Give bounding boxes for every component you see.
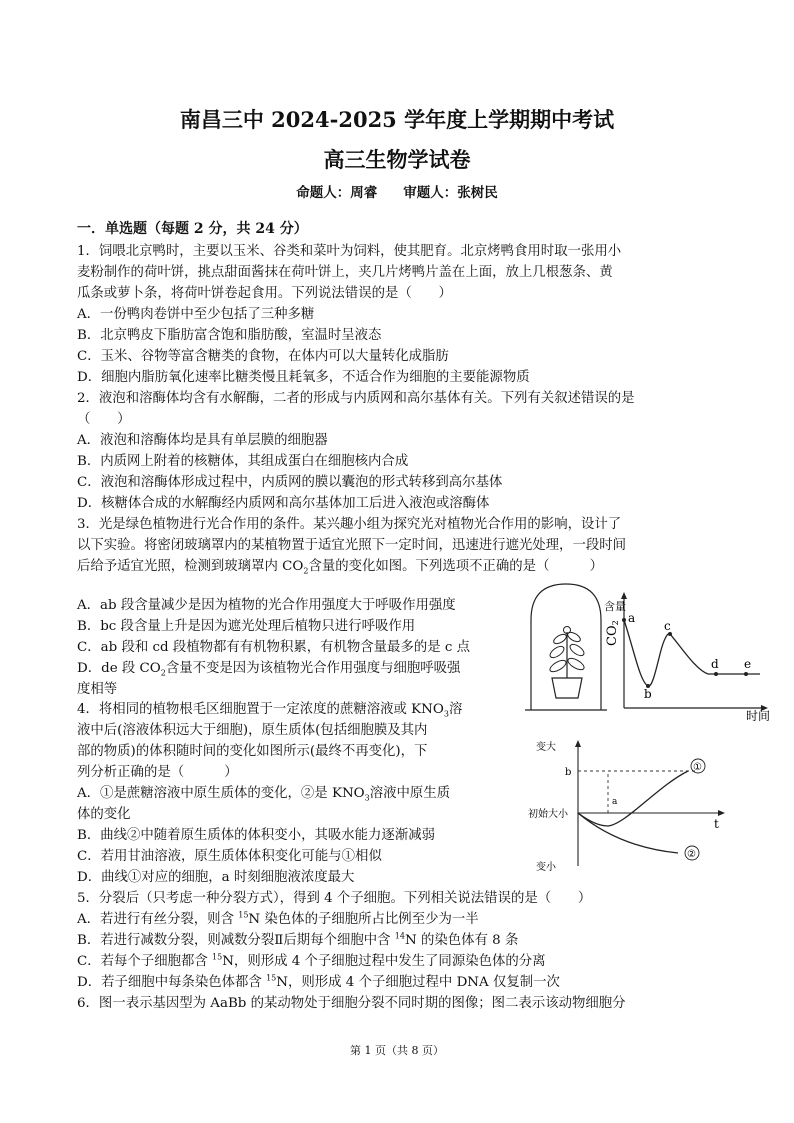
point-d — [714, 672, 718, 676]
q2-stem-line: （ ） — [77, 412, 131, 427]
point-e — [744, 672, 748, 676]
q4-option-a-cont: 体的变化 — [77, 807, 131, 822]
q1-option-c: C．玉米、谷物等富含糖类的食物，在体内可以大量转化成脂肪 — [77, 349, 449, 364]
bell-jar-figure — [525, 580, 607, 712]
curve-1 — [578, 771, 688, 826]
q1-stem-line: 瓜条或萝卜条，将荷叶饼卷起食用。下列说法错误的是（ ） — [77, 286, 452, 301]
q1-option-a: A．一份鸭肉卷饼中至少包括了三种多糖 — [77, 307, 315, 322]
exam-title: 南昌三中 2024-2025 学年度上学期期中考试 — [179, 107, 615, 132]
exam-authors — [0, 181, 794, 201]
point-a — [622, 618, 626, 622]
label-b: b — [644, 687, 652, 701]
q5-option-b: B．若进行减数分裂，则减数分裂Ⅱ后期每个细胞中含 $^{14}$N 的染色体有 8 条 — [77, 931, 519, 948]
curve-2-label: ② — [687, 849, 696, 860]
q3-option-d-cont: 度相等 — [77, 682, 118, 697]
y-arrow — [621, 592, 627, 599]
leaf — [566, 630, 582, 643]
q1-stem-line: 1．饲喂北京鸭时，主要以玉米、谷类和菜叶为饲料，使其肥育。北京烤鸭食用时取一张用小 — [77, 244, 622, 259]
q4-stem-line: 部的物质)的体积随时间的变化如图所示(最终不再变化)，下 — [77, 744, 428, 759]
curve-1-label: ① — [693, 762, 702, 773]
q3-stem-line: 3．光是绿色植物进行光合作用的条件。某兴趣小组为探究光对植物光合作用的影响，设计了 — [77, 517, 622, 532]
label-c: c — [664, 619, 671, 633]
q5-option-a: A．若进行有丝分裂，则含 $^{15}$N 染色体的子细胞所占比例至少为一半 — [77, 910, 479, 927]
author-label: 命题人：周睿 — [296, 185, 378, 201]
q4-stem-line: 4．将相同的植物根毛区细胞置于一定浓度的蔗糖溶液或 $KNO_3$溶 — [77, 702, 463, 719]
label-a: a — [612, 797, 618, 807]
q1-option-b: B．北京鸭皮下脂肪富含饱和脂肪酸，室温时呈液态 — [77, 328, 382, 343]
label-bigger: 变大 — [536, 742, 556, 753]
label-b: b — [565, 767, 572, 778]
q5-option-c: C．若每个子细胞都含 $^{15}$N，则形成 4 个子细胞过程中发生了同源染色体的分离 — [77, 952, 546, 969]
q2-option-d: D．核糖体合成的水解酶经内质网和高尔基体加工后进入液泡或溶酶体 — [77, 496, 490, 511]
bell-jar — [531, 584, 601, 710]
q1-option-d: D．细胞内脂肪氧化速率比糖类慢且耗氧多，不适合作为细胞的主要能源物质 — [77, 370, 530, 385]
reviewer-label: 审题人：张树民 — [403, 185, 498, 201]
label-d: d — [711, 657, 719, 671]
label-smaller: 变小 — [536, 862, 556, 873]
q4-option-a: A．①是蔗糖溶液中原生质体的变化，②是 $KNO_3$溶液中原生质 — [77, 786, 451, 803]
co2-curve — [624, 620, 760, 686]
x-arrow — [718, 810, 725, 816]
q2-option-b: B．内质网上附着的核糖体，其组成蛋白在细胞核内合成 — [77, 454, 409, 469]
q4-option-b: B．曲线②中随着原生质体的体积变小，其吸水能力逐渐减弱 — [77, 828, 435, 843]
q6-stem-line: 6．图一表示基因型为 AaBb 的某动物处于细胞分裂不同时期的图像；图二表示该动物细胞分 — [77, 996, 626, 1011]
q5-option-d: D．若子细胞中每条染色体都含 $^{15}$N，则形成 4 个子细胞过程中 DNA 仅复制一次 — [77, 973, 560, 990]
q2-option-a: A．液泡和溶酶体均是具有单层膜的细胞器 — [77, 433, 328, 448]
leaf — [566, 656, 586, 672]
label-a: a — [628, 611, 636, 625]
flower-pot — [552, 678, 582, 698]
q3-stem-line: 后给予适宜光照，检测到玻璃罩内 $CO_2$含量的变化如图。下列选项不正确的是（ ） — [77, 559, 604, 576]
q3-option-c: C．ab 段和 cd 段植物都有有机物积累，有机物含量最多的是 c 点 — [77, 640, 471, 655]
q3-option-d: D．de 段 $CO_2$含量不变是因为该植物光合作用强度与细胞呼吸强 — [77, 661, 461, 678]
y-label-co2: CO2 — [605, 620, 620, 646]
x-label: 时间 — [746, 709, 770, 722]
q1-stem-line: 麦粉制作的荷叶饼，挑点甜面酱抹在荷叶饼上，夹几片烤鸭片盖在上面，放上几根葱条、黄 — [77, 265, 613, 280]
leaf — [552, 632, 568, 645]
q3-option-a: A．ab 段含量减少是因为植物的光合作用强度大于呼吸作用强度 — [77, 598, 456, 613]
page-footer: 第 1 页（共 8 页） — [350, 1044, 444, 1057]
label-initial-size: 初始大小 — [528, 809, 568, 820]
section-heading: 一．单选题（每题 2 分，共 24 分） — [77, 221, 308, 237]
co2-graph — [600, 590, 770, 722]
q4-stem-line: 列分析正确的是（ ） — [77, 765, 238, 780]
label-e: e — [744, 657, 752, 671]
y-label-top: 含量 — [604, 600, 626, 613]
q4-stem-line: 液中后(溶液体积远大于细胞)，原生质体(包括细胞膜及其内 — [77, 723, 428, 738]
leaf — [548, 658, 568, 674]
q3-stem-line: 以下实验。将密闭玻璃罩内的某植物置于适宜光照下一定时间，迅速进行遮光处理，一段时间 — [77, 538, 627, 553]
q4-option-c: C．若用甘油溶液，原生质体体积变化可能与①相似 — [77, 849, 382, 864]
protoplast-volume-graph — [528, 736, 728, 874]
curve-2 — [578, 813, 678, 853]
q4-option-d: D．曲线①对应的细胞，a 时刻细胞液浓度最大 — [77, 870, 355, 885]
leaf — [568, 642, 586, 658]
q2-stem-line: 2．液泡和溶酶体均含有水解酶，二者的形成与内质网和高尔基体有关。下列有关叙述错误的是 — [77, 391, 635, 406]
label-t: t — [714, 817, 719, 831]
q5-stem-line: 5．分裂后（只考虑一种分裂方式），得到 4 个子细胞。下列相关说法错误的是（ ） — [77, 891, 592, 906]
q3-option-b: B．bc 段含量上升是因为遮光处理后植物只进行呼吸作用 — [77, 619, 416, 634]
y-arrow — [575, 740, 581, 747]
exam-subtitle: 高三生物学试卷 — [323, 147, 471, 172]
q2-option-c: C．液泡和溶酶体形成过程中，内质网的膜以囊泡的形式转移到高尔基体 — [77, 475, 503, 490]
leaf — [548, 644, 566, 660]
